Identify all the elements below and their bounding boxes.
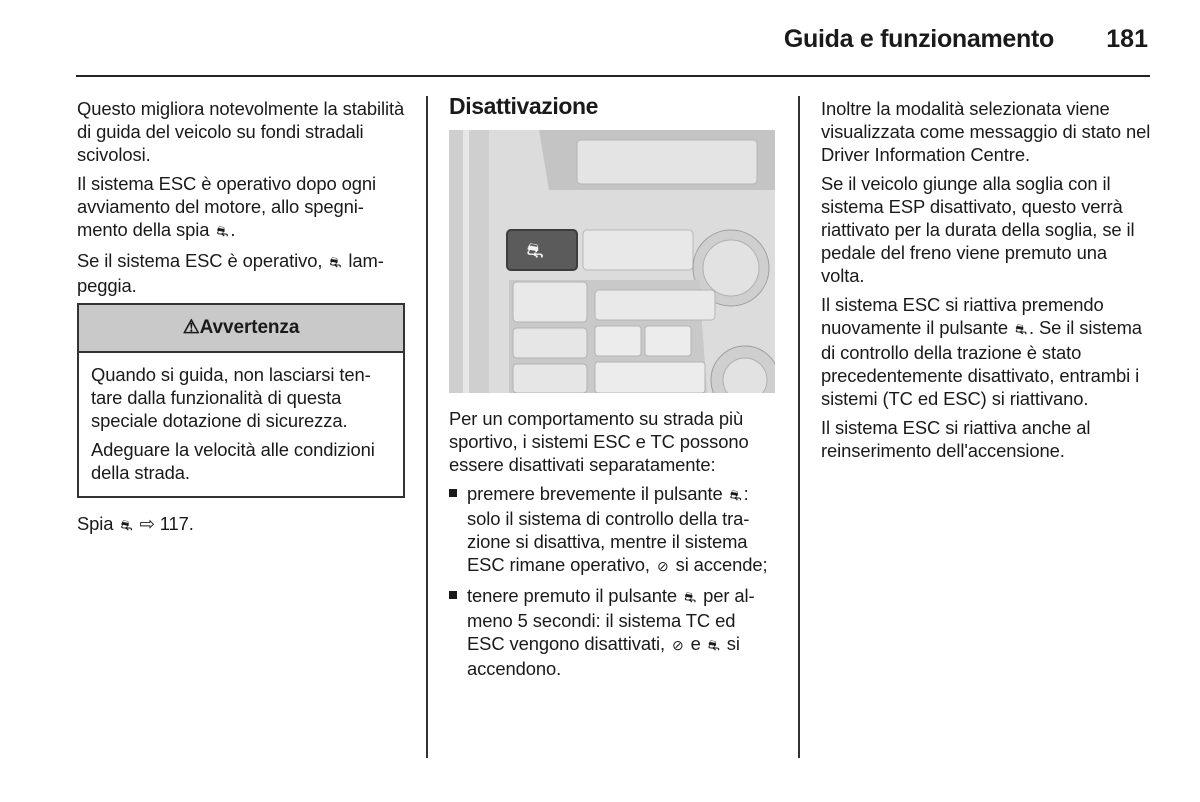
cross-reference: Spia ⛐ ⇨ 117. xyxy=(77,513,194,534)
esc-off-icon: ⛐ xyxy=(707,637,720,653)
esc-indicator-icon: ⛐ xyxy=(120,517,133,533)
list-item: tenere premuto il pulsante ⛐ per almeno 5 secondi: il sistema TC ed ESC vengono disattivati, ⊘ e ⛐ si accendono. xyxy=(449,584,777,680)
section-title: Disattivazione xyxy=(449,93,599,119)
paragraph: Il sistema ESC si riattiva anche al reinserimento dell'accensione. xyxy=(821,417,1091,461)
esc-indicator-icon: ⛐ xyxy=(329,254,342,270)
list-item: premere brevemente il pulsante ⛐ : solo il sistema di controllo della trazione si disattiva, mentre il sistema ESC rimane operativo, ⊘ si accende; xyxy=(449,482,777,578)
paragraph: Se il sistema ESC è operativo, ⛐ lampeggia. xyxy=(77,250,384,296)
warning-triangle-icon: ⚠ xyxy=(182,317,200,338)
paragraph: Il sistema ESC è operativo dopo ogni avviamento del motore, allo spegnimento della spia ⛐ . xyxy=(77,173,376,240)
middle-column xyxy=(449,95,777,686)
warning-box xyxy=(77,303,405,498)
warning-header xyxy=(79,305,403,353)
paragraph: Se il veicolo giunge alla soglia con il sistema ESP disattivato, questo verrà riattivato per la durata della soglia, se il pedale del freno viene premuto una volta. xyxy=(821,173,1135,286)
svg-text:⛐: ⛐ xyxy=(526,238,544,262)
esc-indicator-icon: ⛐ xyxy=(216,223,229,239)
warning-paragraph: Adeguare la velocità alle condizioni della strada. xyxy=(91,439,375,483)
tc-off-icon: ⊘ xyxy=(656,558,669,574)
left-column xyxy=(77,97,405,543)
header-divider xyxy=(76,75,1150,77)
warning-title: Avvertenza xyxy=(199,317,300,338)
reference-arrow-icon: ⇨ xyxy=(139,513,155,534)
right-column xyxy=(821,97,1151,468)
column-divider-right xyxy=(798,96,800,758)
tc-off-icon: ⊘ xyxy=(671,637,684,653)
paragraph: Per un comportamento su strada più sportivo, i sistemi ESC e TC possono essere disattivati separatamente: xyxy=(449,408,749,475)
paragraph: Inoltre la modalità selezionata viene visualizzata come messaggio di stato nel Driver Information Centre. xyxy=(821,98,1151,165)
paragraph: Il sistema ESC si riattiva premendo nuovamente il pulsante ⛐ . Se il sistema di controllo della trazione è stato precedentemente disattivato, entrambi i sistemi (TC ed ESC) si riattivano. xyxy=(821,294,1142,409)
page-header-title: Guida e funzionamento xyxy=(783,25,1054,53)
warning-body xyxy=(79,353,403,496)
bullet-list xyxy=(449,482,777,680)
esc-button-icon: ⛐ xyxy=(684,589,697,605)
warning-paragraph: Quando si guida, non lasciarsi tentare dalla funzionalità di questa speciale dotazione di sicurezza. xyxy=(91,364,371,431)
column-divider-left xyxy=(426,96,428,758)
dashboard-button-illustration xyxy=(449,130,775,393)
esc-button-icon: ⛐ xyxy=(1014,321,1027,337)
page-number: 181 xyxy=(1106,25,1148,53)
esc-button-icon: ⛐ xyxy=(729,487,742,503)
paragraph: Questo migliora notevolmente la stabilità di guida del veicolo su fondi stradali scivolosi. xyxy=(77,98,405,165)
